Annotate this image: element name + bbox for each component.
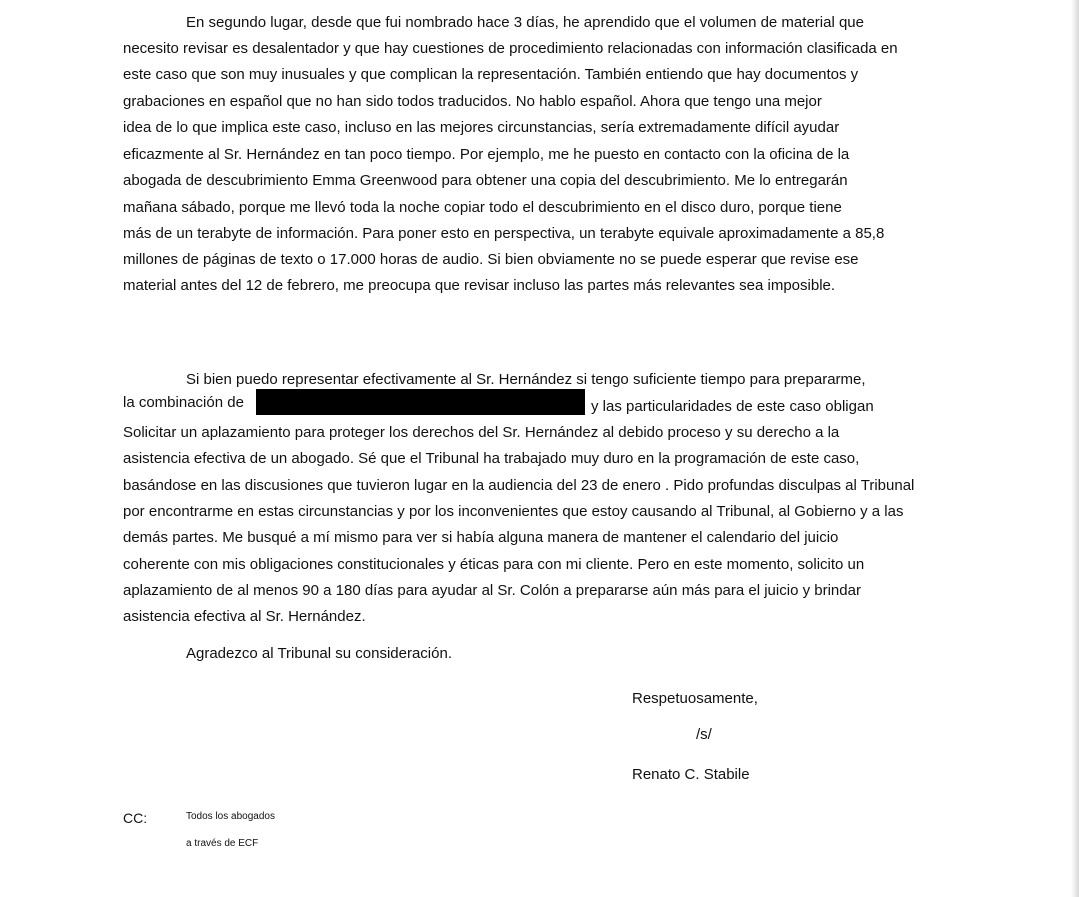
cc-recipients: Todos los abogados (186, 811, 275, 822)
closing-salutation: Respetuosamente, (632, 690, 758, 707)
paragraph-1-line: millones de páginas de texto o 17.000 horas de audio. Si bien obviamente no se puede esperar que revise ese (123, 251, 859, 268)
paragraph-1-line: abogada de descubrimiento Emma Greenwood para obtener una copia del descubrimiento. Me lo entregarán (123, 172, 848, 189)
paragraph-1-line: grabaciones en español que no han sido todos traducidos. No hablo español. Ahora que tengo una mejor (123, 93, 822, 110)
paragraph-2-line: demás partes. Me busqué a mí mismo para ver si había alguna manera de mantener el calendario del juicio (123, 529, 839, 546)
paragraph-2-line: la combinación de (123, 394, 244, 411)
paragraph-1-line: En segundo lugar, desde que fui nombrado hace 3 días, he aprendido que el volumen de material que (186, 14, 864, 31)
paragraph-1-line: mañana sábado, porque me llevó toda la noche copiar todo el descubrimiento en el disco duro, porque tiene (123, 199, 842, 216)
closing-thanks: Agradezco al Tribunal su consideración. (186, 645, 452, 662)
paragraph-1-line: material antes del 12 de febrero, me preocupa que revisar incluso las partes más relevantes sea imposible. (123, 277, 836, 294)
paragraph-1-line: idea de lo que implica este caso, incluso en las mejores circunstancias, sería extremadamente difícil ayudar (123, 119, 840, 136)
paragraph-2-line: basándose en las discusiones que tuvieron lugar en la audiencia del 23 de enero . Pido profundas disculpas al Tribunal (123, 477, 915, 494)
paragraph-2-line: Solicitar un aplazamiento para proteger los derechos del Sr. Hernández al debido proceso y su derecho a la (123, 424, 840, 441)
redaction-bar (256, 389, 585, 415)
paragraph-2-line: aplazamiento de al menos 90 a 180 días para ayudar al Sr. Colón a prepararse aún más para el juicio y brindar (123, 582, 861, 599)
cc-label: CC: (123, 810, 148, 826)
paragraph-1-line: eficazmente al Sr. Hernández en tan poco tiempo. Por ejemplo, me he puesto en contacto con la oficina de la (123, 146, 850, 163)
signature-mark: /s/ (696, 726, 712, 743)
paragraph-2-line: y las particularidades de este caso obligan (591, 398, 874, 415)
paragraph-1-line: necesito revisar es desalentador y que hay cuestiones de procedimiento relacionadas con información clasificada en (123, 40, 898, 57)
cc-method: a través de ECF (186, 838, 259, 849)
paragraph-2-line: por encontrarme en estas circunstancias y por los inconvenientes que estoy causando al Tribunal, al Gobierno y a las (123, 503, 904, 520)
paragraph-2-line: Si bien puedo representar efectivamente al Sr. Hernández si tengo suficiente tiempo para prepararme, (186, 371, 866, 388)
page-edge-shadow (1071, 0, 1079, 897)
paragraph-2-line: asistencia efectiva de un abogado. Sé que el Tribunal ha trabajado muy duro en la programación de este caso, (123, 450, 860, 467)
paragraph-2-line: coherente con mis obligaciones constitucionales y éticas para con mi cliente. Pero en este momento, solicito un (123, 556, 865, 573)
paragraph-1-line: este caso que son muy inusuales y que complican la representación. También entiendo que hay documentos y (123, 66, 859, 83)
paragraph-2-line: asistencia efectiva al Sr. Hernández. (123, 608, 366, 625)
paragraph-1-line: más de un terabyte de información. Para poner esto en perspectiva, un terabyte equivale aproximadamente a 85,8 (123, 225, 885, 242)
signer-name: Renato C. Stabile (632, 766, 750, 783)
